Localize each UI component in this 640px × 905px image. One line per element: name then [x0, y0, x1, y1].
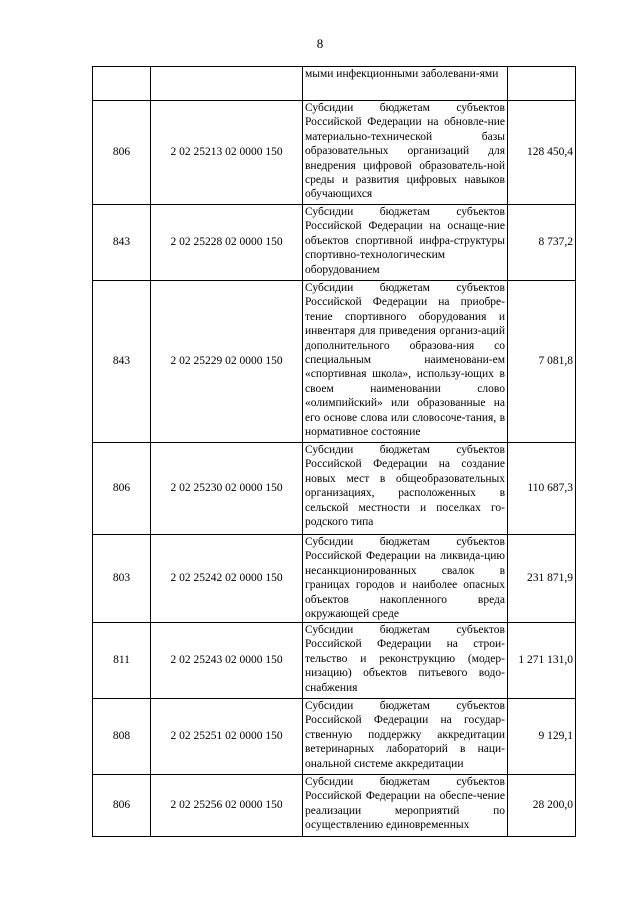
admin-code-cell: 803: [93, 535, 151, 623]
budget-table: [92, 66, 576, 837]
admin-code-cell: 806: [93, 775, 151, 837]
page-number: 8: [316, 36, 324, 51]
table-row: [93, 775, 576, 837]
amount-cell: 1 271 131,0: [508, 623, 576, 699]
admin-code-cell: 806: [93, 443, 151, 535]
table-row: [93, 101, 576, 205]
table-row: [93, 281, 576, 443]
kbk-code-cell: 2 02 25230 02 0000 150: [151, 443, 303, 535]
amount-cell: 28 200,0: [508, 775, 576, 837]
amount-cell: 9 129,1: [508, 699, 576, 775]
kbk-code-cell: 2 02 25242 02 0000 150: [151, 535, 303, 623]
kbk-code-cell: 2 02 25229 02 0000 150: [151, 281, 303, 443]
amount-cell: 231 871,9: [508, 535, 576, 623]
income-name-cell: Субсидии бюджетам субъектов Российской Федерации на создание новых мест в общеобразовательных организациях, расположенных в сельской местности и поселках го-родского типа: [303, 443, 508, 535]
kbk-code-cell: 2 02 25256 02 0000 150: [151, 775, 303, 837]
table-row: [93, 443, 576, 535]
table-row: [93, 535, 576, 623]
income-name-cell: Субсидии бюджетам субъектов Российской Федерации на ликвида-цию несанкционированных свалок в границах городов и наиболее опасных объектов накопленного вреда окружающей среде: [303, 535, 508, 623]
table-row: [93, 67, 576, 101]
income-name-cell: мыми инфекционными заболевани-ями: [303, 67, 508, 101]
kbk-code-cell: 2 02 25243 02 0000 150: [151, 623, 303, 699]
table-row: [93, 205, 576, 281]
admin-code-cell: [93, 67, 151, 101]
admin-code-cell: 843: [93, 281, 151, 443]
kbk-code-cell: [151, 67, 303, 101]
amount-cell: 110 687,3: [508, 443, 576, 535]
table-row: [93, 699, 576, 775]
amount-cell: 7 081,8: [508, 281, 576, 443]
admin-code-cell: 843: [93, 205, 151, 281]
amount-cell: 8 737,2: [508, 205, 576, 281]
amount-cell: 128 450,4: [508, 101, 576, 205]
kbk-code-cell: 2 02 25228 02 0000 150: [151, 205, 303, 281]
amount-cell: [508, 67, 576, 101]
admin-code-cell: 811: [93, 623, 151, 699]
income-name-cell: Субсидии бюджетам субъектов Российской Федерации на оснаще-ние объектов спортивной инфра-структуры спортивно-технологическим оборудованием: [303, 205, 508, 281]
kbk-code-cell: 2 02 25213 02 0000 150: [151, 101, 303, 205]
kbk-code-cell: 2 02 25251 02 0000 150: [151, 699, 303, 775]
admin-code-cell: 806: [93, 101, 151, 205]
admin-code-cell: 808: [93, 699, 151, 775]
income-name-cell: Субсидии бюджетам субъектов Российской Федерации на строи-тельство и реконструкцию (модер-низацию) объектов питьевого водо-снабжения: [303, 623, 508, 699]
income-name-cell: Субсидии бюджетам субъектов Российской Федерации на государ-ственную поддержку аккредитации ветеринарных лабораторий в наци-ональной системе аккредитации: [303, 699, 508, 775]
income-name-cell: Субсидии бюджетам субъектов Российской Федерации на приобре-тение спортивного оборудования и инвентаря для приведения организ-аций дополнительного образова-ния со специальным наименовани-ем «спортивная школа», использу-ющих в своем наименовании слово «олимпийский» или образованные на его основе слова или словосоче-тания, в нормативное состояние: [303, 281, 508, 443]
table-row: [93, 623, 576, 699]
income-name-cell: Субсидии бюджетам субъектов Российской Федерации на обновле-ние материально-технической базы образовательных организаций для внедрения цифровой образователь-ной среды и развития цифровых навыков обучающихся: [303, 101, 508, 205]
income-name-cell: Субсидии бюджетам субъектов Российской Федерации на обеспе-чение реализации мероприятий по осуществлению единовременных: [303, 775, 508, 837]
